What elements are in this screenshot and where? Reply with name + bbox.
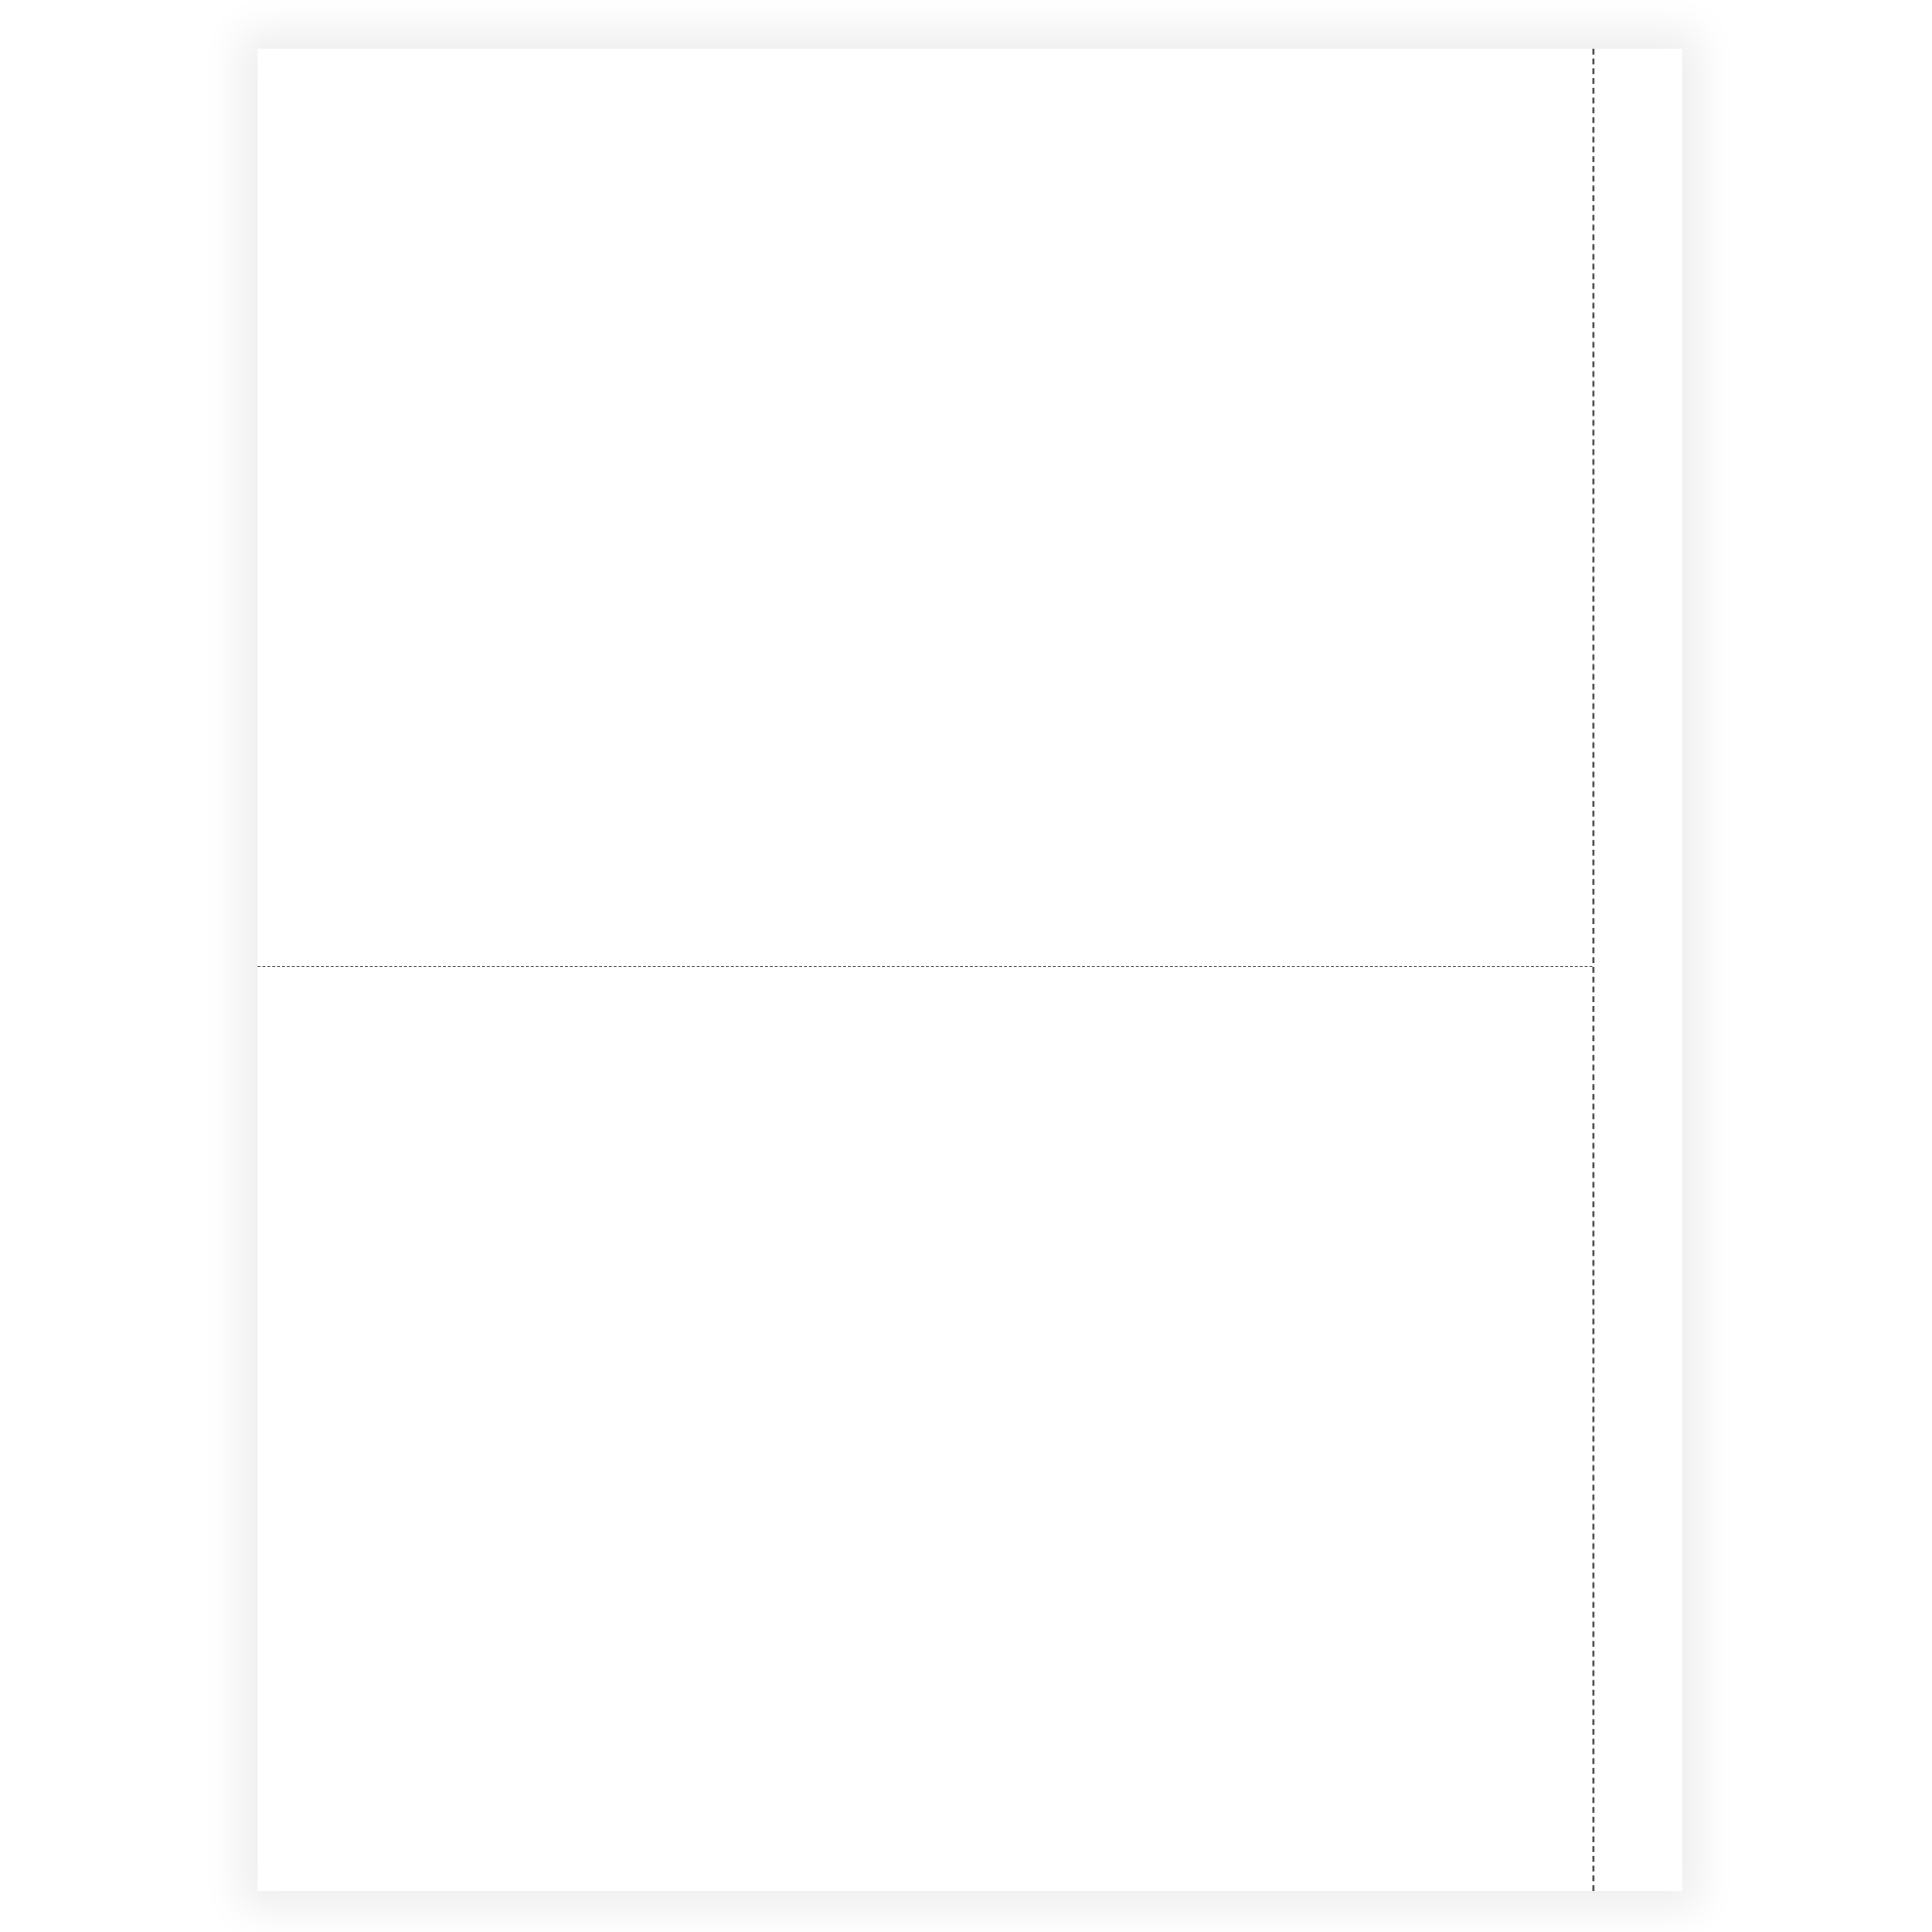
perforation-line — [1592, 49, 1594, 1891]
form-sheet — [258, 49, 1682, 1891]
detach-line — [258, 966, 1592, 967]
